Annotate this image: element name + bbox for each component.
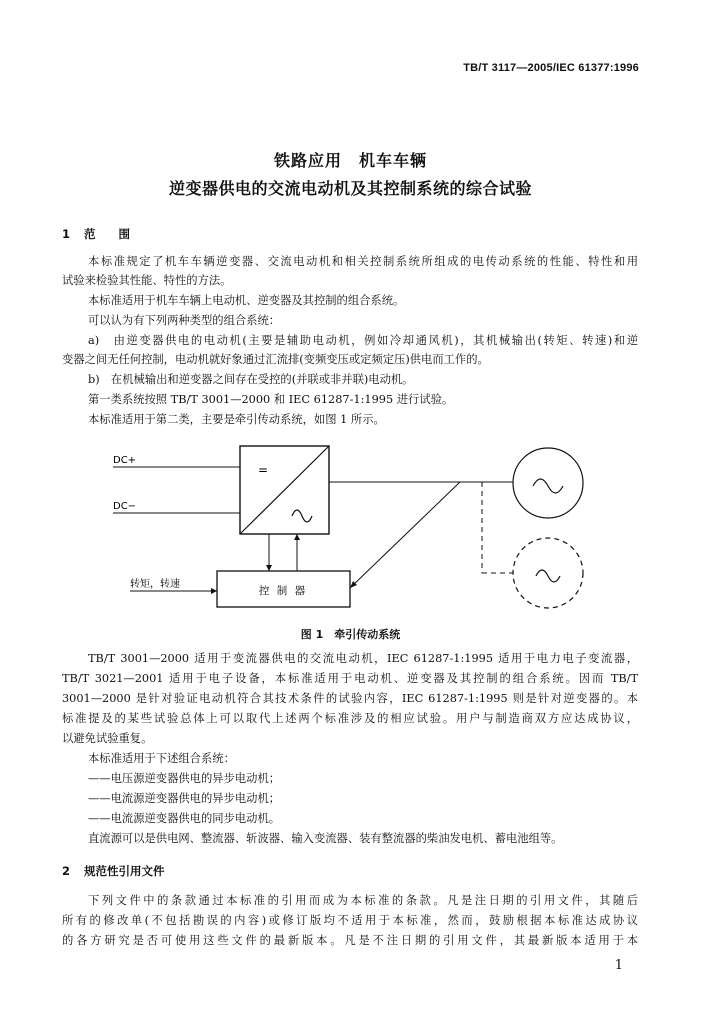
list-item-dash: ——电压源逆变器供电的异步电动机； (88, 772, 281, 785)
paragraph-line: 标准提及的某些试验总体上可以取代上述两个标准涉及的相应试验。用户与制造商双方应达成协议， (62, 712, 638, 725)
paragraph-line: 下列文件中的条款通过本标准的引用而成为本标准的条款。凡是注日期的引用文件，其随后 (88, 894, 638, 907)
section-title: 规范性引用文件 (84, 864, 165, 878)
arrow-head-icon (294, 534, 300, 540)
section-title: 范 围 (84, 227, 130, 241)
dc-minus-label: DC− (113, 501, 137, 512)
dc-plus-label: DC+ (113, 455, 137, 466)
list-item-dash: ——电流源逆变器供电的同步电动机。 (88, 812, 281, 825)
paragraph-line: 可以认为有下列两种类型的组合系统： (88, 314, 281, 327)
paragraph-line: 试验来检验其性能、特性的方法。 (62, 274, 232, 287)
paragraph-line: 直流源可以是供电网、整流器、斩波器、输入变流器、装有整流器的柴油发电机、蓄电池组等。 (88, 832, 563, 845)
section-1-heading (62, 226, 130, 242)
paragraph-line: 本标准适用于第二类，主要是牵引传动系统，如图 1 所示。 (88, 413, 385, 426)
inverter-diagonal (240, 446, 329, 534)
paragraph-line: 变器之间无任何控制，电动机就好象通过汇流排(变频变压或定频定压)供电而工作的。 (62, 353, 489, 366)
section-number: 2 (62, 864, 71, 878)
paragraph-line: 第一类系统按照 TB/T 3001—2000 和 IEC 61287-1:1995 进行试验。 (88, 393, 454, 406)
arrow-head-icon (211, 588, 217, 594)
motor-1-icon (513, 448, 583, 518)
paragraph-line: TB/T 3021—2001 适用于电子设备，本标准适用于电动机、逆变器及其控制的组合系统。因而 TB/T (62, 672, 638, 685)
traction-drive-diagram (0, 430, 701, 620)
motor-feedback-line (350, 482, 460, 588)
paragraph-line: 3001—2000 是针对验证电动机符合其技术条件的试验内容，IEC 61287-1:1995 则是针对逆变器的。本 (62, 692, 638, 705)
section-number: 1 (62, 227, 71, 241)
section-2-heading (62, 863, 165, 879)
paragraph-line: 以避免试验重复。 (62, 732, 153, 745)
paragraph-line: 本标准规定了机车车辆逆变器、交流电动机和相关控制系统所组成的电传动系统的性能、特性和用 (88, 255, 638, 268)
motor-2-sine-icon (536, 570, 560, 582)
motor-2-icon (513, 538, 583, 608)
motor-1-sine-icon (533, 479, 563, 493)
list-item-b: b) 在机械输出和逆变器之间存在受控的(并联或非并联)电动机。 (88, 373, 414, 386)
arrow-head-icon (266, 565, 272, 571)
paragraph-line: 的各方研究是否可使用这些文件的最新版本。凡是不注日期的引用文件，其最新版本适用于本 (62, 934, 638, 947)
paragraph-line: 所有的修改单(不包括勘误的内容)或修订版均不适用于本标准，然而，鼓励根据本标准达成协议 (62, 914, 638, 927)
paragraph-line: TB/T 3001—2000 适用于变流器供电的交流电动机，IEC 61287-1:1995 适用于电力电子变流器， (88, 652, 638, 665)
figure-caption: 图 1 牵引传动系统 (300, 628, 401, 641)
torque-speed-label: 转矩，转速 (130, 579, 180, 590)
paragraph-line: 本标准适用于下述组合系统： (88, 752, 235, 765)
controller-label: 控 制 器 (258, 585, 308, 597)
list-item-dash: ——电流源逆变器供电的异步电动机； (88, 792, 281, 805)
document-title-line2: 逆变器供电的交流电动机及其控制系统的综合试验 (168, 179, 532, 198)
document-title-line1: 铁路应用 机车车辆 (273, 151, 427, 170)
paragraph-line: 本标准适用于机车车辆上电动机、逆变器及其控制的组合系统。 (88, 294, 405, 307)
dc-symbol: = (258, 463, 269, 477)
standard-code-header: TB/T 3117—2005/IEC 61377:1996 (463, 62, 639, 74)
ac-symbol-icon (292, 510, 312, 522)
list-item-a: a) 由逆变器供电的电动机(主要是辅助电动机，例如冷却通风机)，其机械输出(转矩、转速)和逆 (88, 334, 638, 347)
page-number: 1 (614, 958, 623, 973)
